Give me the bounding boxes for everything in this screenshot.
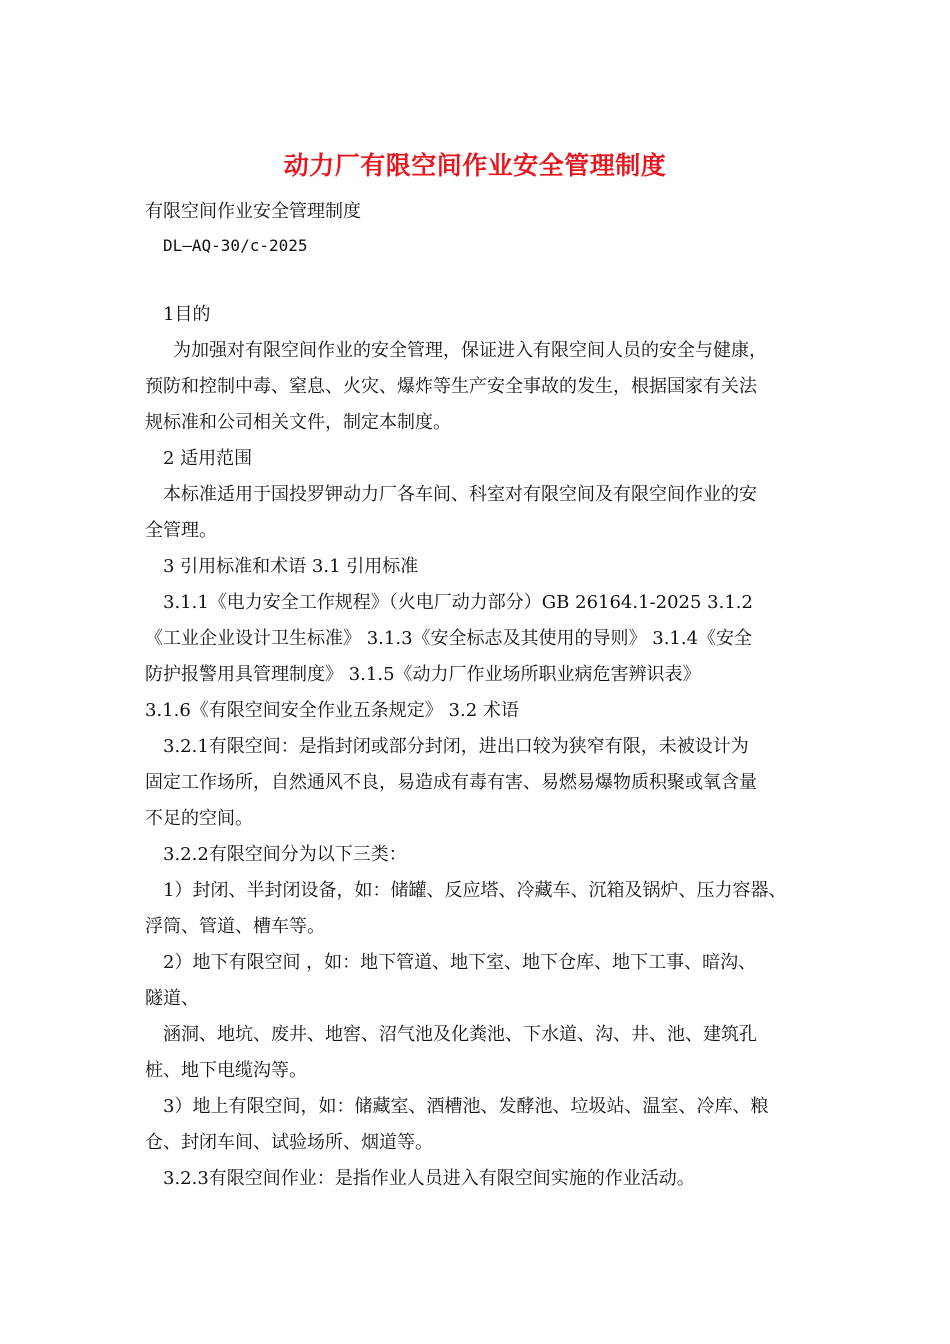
- list-item-continuation: 浮筒、管道、槽车等。: [145, 916, 325, 937]
- document-code: DL—AQ-30/c-2025: [163, 236, 308, 255]
- paragraph-line: 防护报警用具管理制度》 3.1.5《动力厂作业场所职业病危害辨识表》: [145, 664, 701, 685]
- paragraph-line: 《工业企业设计卫生标准》 3.1.3《安全标志及其使用的导则》 3.1.4《安全: [145, 628, 753, 649]
- paragraph-line: 3.1.6《有限空间安全作业五条规定》 3.2 术语: [145, 700, 519, 721]
- section-heading: 1目的: [163, 304, 211, 325]
- document-subtitle: 有限空间作业安全管理制度: [145, 201, 361, 222]
- list-item: 2）地下有限空间 ，如：地下管道、地下室、地下仓库、地下工事、暗沟、: [163, 952, 757, 973]
- paragraph-line: 本标准适用于国投罗钾动力厂各车间、科室对有限空间及有限空间作业的安: [163, 484, 757, 505]
- list-item-continuation: 涵洞、地坑、废井、地窖、沼气池及化粪池、下水道、沟、井、池、建筑孔: [163, 1024, 757, 1045]
- list-item-continuation: 隧道、: [145, 988, 199, 1009]
- paragraph-line: 3.1.1《电力安全工作规程》（火电厂动力部分）GB 26164.1-2025 3.1.2: [163, 592, 753, 613]
- paragraph-line: 固定工作场所，自然通风不良，易造成有毒有害、易燃易爆物质积聚或氧含量: [145, 772, 757, 793]
- paragraph-line: 为加强对有限空间作业的安全管理，保证进入有限空间人员的安全与健康，: [173, 340, 767, 361]
- list-item-continuation: 桩、地下电缆沟等。: [145, 1060, 307, 1081]
- section-heading: 3 引用标准和术语 3.1 引用标准: [163, 556, 419, 577]
- list-item-continuation: 仓、封闭车间、试验场所、烟道等。: [145, 1132, 433, 1153]
- paragraph-line: 不足的空间。: [145, 808, 253, 829]
- paragraph-line: 3.2.1有限空间：是指封闭或部分封闭，进出口较为狭窄有限，未被设计为: [163, 736, 749, 757]
- document-title: 动力厂有限空间作业安全管理制度: [283, 151, 667, 180]
- paragraph-line: 规标准和公司相关文件，制定本制度。: [145, 412, 451, 433]
- list-item: 1）封闭、半封闭设备，如：储罐、反应塔、冷藏车、沉箱及锅炉、压力容器、: [163, 880, 787, 901]
- paragraph-line: 3.2.3有限空间作业：是指作业人员进入有限空间实施的作业活动。: [163, 1168, 695, 1189]
- list-item: 3）地上有限空间，如：储藏室、酒槽池、发酵池、垃圾站、温室、冷库、粮: [163, 1096, 769, 1117]
- section-heading: 2 适用范围: [163, 448, 253, 469]
- paragraph-line: 预防和控制中毒、窒息、火灾、爆炸等生产安全事故的发生，根据国家有关法: [145, 376, 757, 397]
- paragraph-line: 全管理。: [145, 520, 217, 541]
- paragraph-line: 3.2.2有限空间分为以下三类：: [163, 844, 407, 865]
